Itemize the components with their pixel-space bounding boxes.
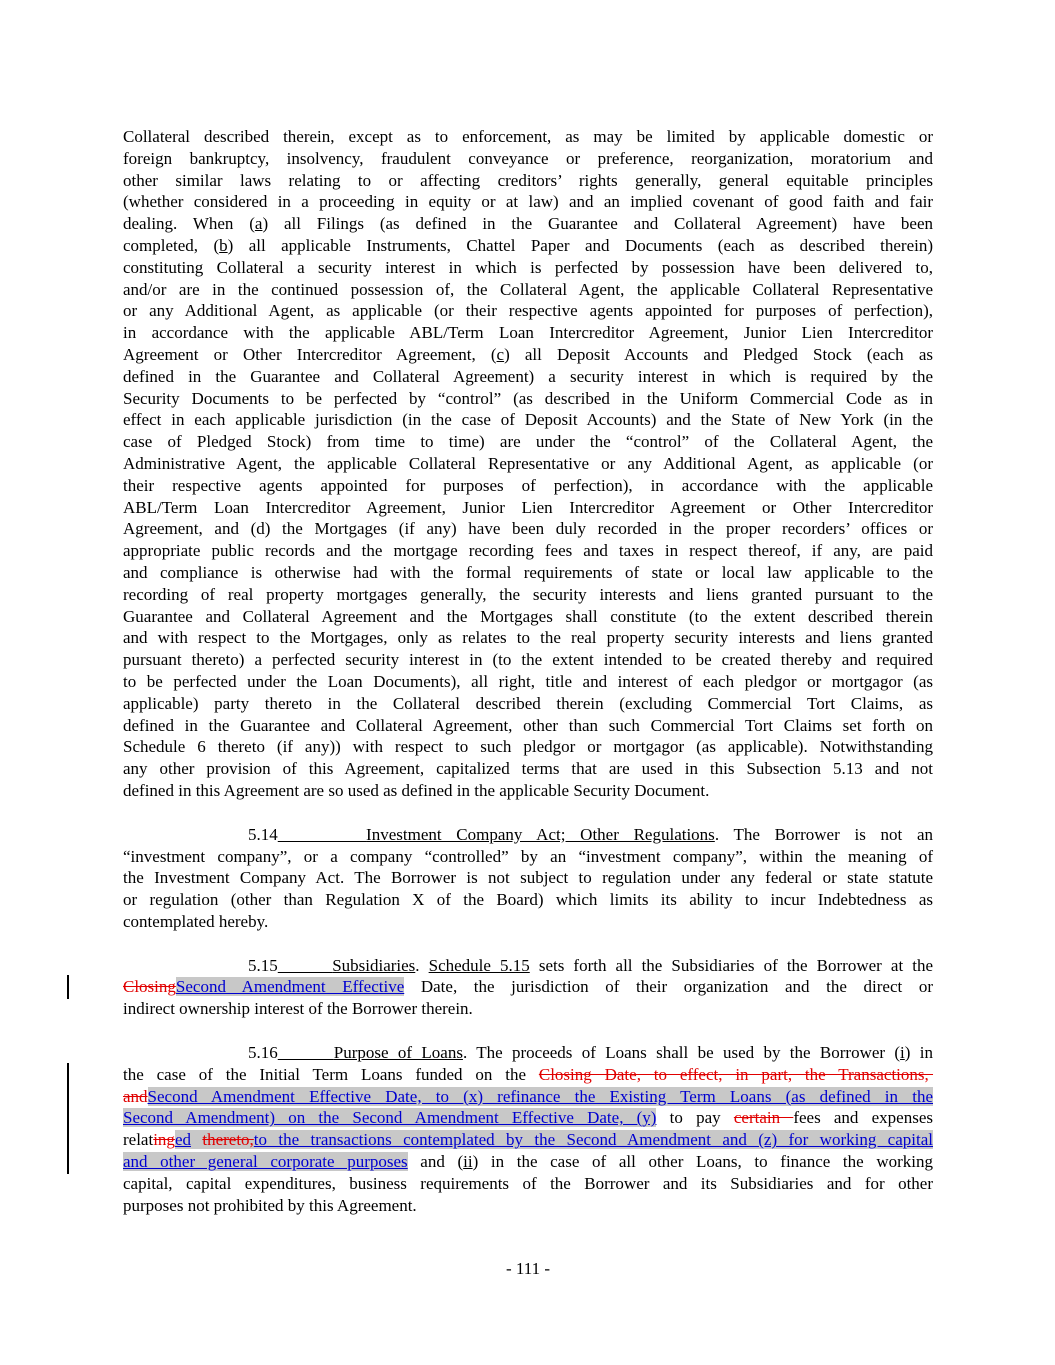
text-line	[123, 148, 933, 170]
underlined-text: a	[254, 214, 263, 234]
text-line	[123, 911, 933, 933]
body-text: Date, the jurisdiction of their organization and the direct or	[404, 977, 933, 997]
underlined-text: Purpose of Loans	[333, 1043, 463, 1063]
body-text: recording of real property mortgages generally, the security interests and liens granted pursuant to the	[123, 584, 933, 604]
text-line	[123, 627, 933, 649]
text-line	[123, 715, 933, 737]
text-line	[123, 453, 933, 475]
body-text: and/or are in the continued possession of, the Collateral Agent, the applicable Collateral Representative	[123, 279, 933, 299]
body-text: to be perfected under the Loan Documents), all right, title and interest of each pledgor or mortgagor (as	[123, 671, 933, 691]
text-line	[123, 344, 933, 366]
changed-text-line	[123, 1064, 933, 1086]
body-text: constituting Collateral a security interest in which is perfected by possession have been delivered to,	[123, 257, 933, 277]
document-body	[123, 126, 933, 1216]
text-line	[123, 409, 933, 431]
changed-text-line	[123, 1086, 933, 1108]
body-text: and with respect to the Mortgages, only as relates to the real property security interests and liens granted	[123, 628, 933, 648]
text-line	[123, 235, 933, 257]
body-text: and (	[407, 1152, 464, 1172]
body-text: 5.15	[248, 955, 278, 975]
body-text: or any Additional Agent, as applicable (or their respective agents appointed for purposes of perfection),	[123, 301, 933, 321]
text-line	[123, 693, 933, 715]
text-line	[123, 257, 933, 279]
body-text: . The Borrower is not an	[714, 824, 934, 844]
body-text: .	[415, 955, 429, 975]
text-line	[123, 300, 933, 322]
body-text: . The proceeds of Loans shall be used by the Borrower (	[462, 1043, 901, 1063]
text-line	[123, 998, 933, 1020]
body-text: ABL/Term Loan Intercreditor Agreement, Junior Lien Intercreditor Agreement or Other Intercreditor	[123, 497, 933, 517]
text-line	[123, 1042, 933, 1064]
body-text: 5.14	[248, 824, 278, 844]
page-number: - 111 -	[505, 1259, 551, 1278]
body-text: the case of the Initial Term Loans funded on the	[123, 1064, 539, 1084]
body-text: (whether considered in a proceeding in equity or at law) and an implied covenant of good faith and fair	[123, 192, 933, 212]
text-line	[123, 584, 933, 606]
body-text: indirect ownership interest of the Borrower therein.	[123, 999, 473, 1019]
text-line	[123, 191, 933, 213]
inserted-text: Second Amendment) on the Second Amendment Effective Date, (y)	[123, 1108, 657, 1128]
body-text: to pay	[656, 1108, 734, 1128]
text-line	[123, 649, 933, 671]
text-line	[123, 366, 933, 388]
body-text: other similar laws relating to or affecting creditors’ rights generally, general equitable principles	[123, 170, 933, 190]
body-text: ) all applicable Instruments, Chattel Paper and Documents (each as described therein)	[227, 235, 933, 255]
underlined-text	[278, 956, 332, 975]
changed-text-line	[123, 1151, 933, 1173]
text-line	[123, 213, 933, 235]
body-text: defined in this Agreement are so used as defined in the applicable Security Document.	[123, 780, 710, 800]
underlined-text: Investment Company Act; Other Regulations	[366, 824, 715, 844]
inserted-text: Second Amendment Effective	[175, 977, 405, 997]
text-line	[123, 671, 933, 693]
body-text: ) all Filings (as defined in the Guarantee and Collateral Agreement) have been	[262, 214, 933, 234]
underlined-text	[278, 825, 366, 844]
body-text: Agreement or Other Intercreditor Agreement, (	[123, 344, 497, 364]
body-text: Agreement, and (d) the Mortgages (if any) have been duly recorded in the proper recorders’ offices or	[123, 519, 933, 539]
text-line	[123, 736, 933, 758]
underlined-text: i	[900, 1043, 905, 1063]
text-line	[123, 518, 933, 540]
paragraph-section-5-15-subsidiaries	[123, 955, 933, 1020]
text-line	[123, 540, 933, 562]
deleted-text: Closing Date, to effect, in part, the Transactions,	[538, 1064, 934, 1084]
body-text: foreign bankruptcy, insolvency, fraudulent conveyance or preference, reorganization, moratorium and	[123, 148, 933, 168]
text-line	[123, 322, 933, 344]
body-text: or regulation (other than Regulation X of the Board) which limits its ability to incur Indebtedness as	[123, 890, 933, 910]
body-text: dealing. When (	[123, 214, 255, 234]
deleted-text: certain	[733, 1108, 794, 1128]
body-text: appropriate public records and the mortgage recording fees and taxes in respect thereof, if any, are paid	[123, 541, 933, 561]
inserted-text: and other general corporate purposes	[123, 1152, 408, 1172]
paragraph-section-5-14-investment-company-act	[123, 824, 933, 933]
paragraph-collateral-5-13	[123, 126, 933, 802]
body-text: Collateral described therein, except as to enforcement, as may be limited by applicable domestic or	[123, 127, 933, 146]
body-text: sets forth all the Subsidiaries of the Borrower at the	[529, 955, 934, 975]
text-line	[123, 606, 933, 628]
paragraph-section-5-16-purpose-of-loans	[123, 1042, 933, 1216]
body-text: defined in the Guarantee and Collateral Agreement) a security interest in which is required by the	[123, 366, 933, 386]
text-line	[123, 170, 933, 192]
text-line	[123, 562, 933, 584]
text-line	[123, 824, 933, 846]
body-text: defined in the Guarantee and Collateral Agreement, other than such Commercial Tort Claims set forth on	[123, 715, 933, 735]
text-line	[123, 758, 933, 780]
text-line	[123, 1173, 933, 1195]
body-text: capital, capital expenditures, business requirements of the Borrower and its Subsidiaries and for other	[123, 1173, 933, 1193]
body-text: completed, (	[123, 235, 220, 255]
body-text: ) in	[904, 1043, 934, 1063]
text-line	[123, 431, 933, 453]
deleted-text: Closing	[123, 977, 176, 997]
body-text: Administrative Agent, the applicable Collateral Representative or any Additional Agent, as applicable (or	[123, 453, 933, 473]
body-text: applicable) party thereto in the Collateral described therein (excluding Commercial Tort Claims, as	[123, 693, 933, 713]
text-line	[123, 279, 933, 301]
deleted-text: and	[123, 1086, 148, 1106]
body-text: ) all Deposit Accounts and Pledged Stock (each as	[504, 344, 933, 364]
changed-text-line	[123, 1107, 933, 1129]
body-text: purposes not prohibited by this Agreement.	[123, 1195, 417, 1215]
text-line	[123, 889, 933, 911]
text-line	[123, 846, 933, 868]
body-text: 5.16	[248, 1043, 278, 1063]
inserted-text: to the transactions contemplated by the Second Amendment and (z) for working capital	[253, 1130, 933, 1150]
highlight-space	[191, 1130, 202, 1149]
body-text: Guarantee and Collateral Agreement and the Mortgages shall constitute (to the extent described therein	[123, 606, 933, 626]
text-line	[123, 388, 933, 410]
changed-text-line	[123, 1129, 933, 1151]
changed-text-line	[123, 976, 933, 998]
body-text: contemplated hereby.	[123, 911, 269, 931]
body-text: “investment company”, or a company “controlled” by an “investment company”, within the meaning of	[123, 846, 933, 866]
text-line	[123, 867, 933, 889]
text-line	[123, 497, 933, 519]
underlined-text: b	[219, 235, 228, 255]
body-text: relat	[123, 1130, 154, 1150]
body-text: any other provision of this Agreement, capitalized terms that are used in this Subsection 5.13 and not	[123, 759, 933, 779]
inserted-text: ed	[174, 1130, 191, 1150]
underlined-text: c	[496, 344, 505, 364]
body-text: effect in each applicable jurisdiction (in the case of Deposit Accounts) and the State of New York (in the	[123, 410, 933, 430]
body-text: pursuant thereto) a perfected security interest in (to the extent intended to be created thereby and required	[123, 650, 933, 670]
text-line	[123, 475, 933, 497]
body-text: ) in the case of all other Loans, to finance the working	[472, 1152, 933, 1172]
text-line	[123, 126, 933, 148]
inserted-text: Second Amendment Effective Date, to (x) refinance the Existing Term Loans (as defined in the	[147, 1086, 933, 1106]
body-text: fees and expenses	[793, 1108, 933, 1128]
text-line	[123, 780, 933, 802]
body-text: the Investment Company Act. The Borrower is not subject to regulation under any federal or state statute	[123, 868, 933, 888]
deleted-text: thereto,	[202, 1130, 254, 1150]
body-text: case of Pledged Stock) from time to time) are under the “control” of the Collateral Agent, the	[123, 432, 933, 452]
text-line	[123, 955, 933, 977]
body-text: their respective agents appointed for purposes of perfection), in accordance with the applicable	[123, 475, 933, 495]
underlined-text: Schedule 5.15	[428, 955, 530, 975]
deleted-text: ing	[153, 1130, 175, 1150]
underlined-text	[278, 1043, 334, 1062]
body-text: in accordance with the applicable ABL/Term Loan Intercreditor Agreement, Junior Lien Intercreditor	[123, 323, 933, 343]
body-text: Security Documents to be perfected by “control” (as described in the Uniform Commercial Code as in	[123, 388, 933, 408]
body-text: and compliance is otherwise had with the formal requirements of state or local law applicable to the	[123, 562, 933, 582]
text-line	[123, 1195, 933, 1217]
underlined-text: Subsidiaries	[332, 955, 416, 975]
underlined-text: ii	[463, 1152, 473, 1172]
body-text: Schedule 6 thereto (if any)) with respect to such pledgor or mortgagor (as applicable). Notwithstanding	[123, 737, 933, 757]
